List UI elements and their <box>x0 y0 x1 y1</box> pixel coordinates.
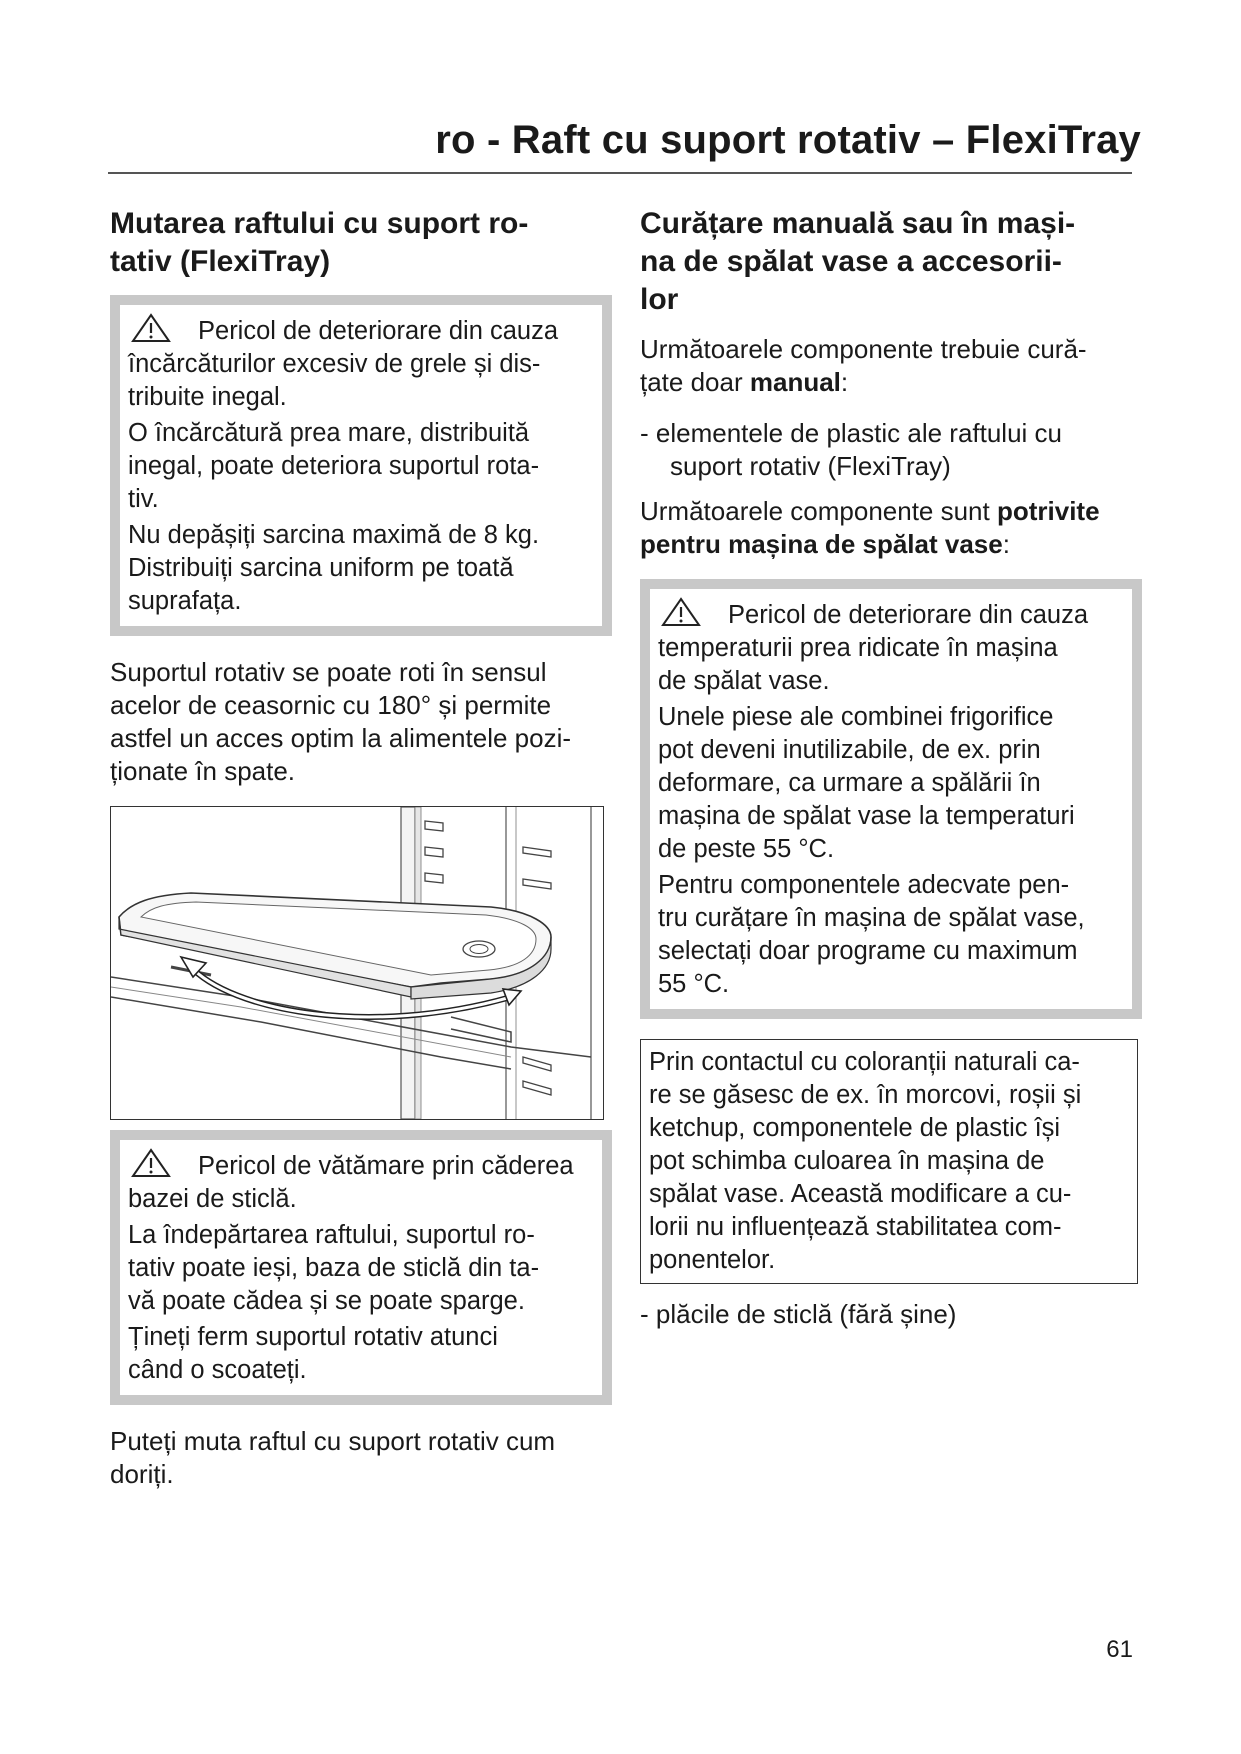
move-shelf-paragraph: Puteți muta raftul cu suport rotativ cum doriți. <box>110 1426 556 1489</box>
page-number: 61 <box>1106 1636 1133 1663</box>
right-column <box>640 205 1140 1343</box>
left-column <box>110 205 610 1509</box>
warning-triangle-icon <box>130 1148 172 1178</box>
flexitray-illustration <box>110 806 604 1120</box>
overload-warning-box: Pericol de deteriorare din cauza încărcăturilor excesiv de grele și dis- tribuite inegal. O încărcătură prea mare, distribuită inegal, poate deteriora suportul rota- tiv. Nu depășiți sarcina maximă de 8 kg. Distribuiți sarcina uniform pe toată suprafața. <box>110 295 612 636</box>
header-divider <box>108 172 1132 174</box>
flexitray-drawing <box>111 807 603 1119</box>
discoloration-info-box: Prin contactul cu coloranții naturali ca- re se găsesc de ex. în morcovi, roșii și ketchup, componentele de plastic își pot schimba culoarea în mașina de spălat vase. Această modificare a cu- lorii nu influențează stabilitatea com- ponentelor. <box>640 1039 1138 1284</box>
warning-triangle-icon <box>660 597 702 627</box>
glass-fall-warning-box: Pericol de vătămare prin căderea bazei de sticlă. La îndepărtarea raftului, suportul ro- tativ poate ieși, baza de sticlă din ta- vă poate cădea și se poate sparge. Țineți ferm suportul rotativ atunci când o scoateți. <box>110 1130 612 1405</box>
left-section-heading: Mutarea raftului cu suport ro- tativ (FlexiTray) <box>110 207 529 278</box>
page-title: ro - Raft cu suport rotativ – FlexiTray <box>435 118 1141 162</box>
list-item: - plăcile de sticlă (fără șine) <box>640 1299 957 1329</box>
dishwasher-intro: Următoarele componente sunt potrivite pentru mașina de spălat vase: <box>640 496 1100 559</box>
right-section-heading: Curățare manuală sau în mași- na de spălat vase a accesorii- lor <box>640 207 1076 316</box>
warning-triangle-icon <box>130 313 172 343</box>
rotation-paragraph: Suportul rotativ se poate roti în sensul acelor de ceasornic cu 180° și permite astfel un acces optim la alimentele pozi- ționate în spate. <box>110 657 572 786</box>
temperature-warning-box: Pericol de deteriorare din cauza temperaturii prea ridicate în mașina de spălat vase. Unele piese ale combinei frigorifice pot deveni inutilizabile, de ex. prin deformare, ca urmare a spălării în mașina de spălat vase la temperaturi de peste 55 °C. Pentru componentele adecvate pen- tru curățare în mașina de spălat vase, selectați doar programe cu maximum 55 °C. <box>640 579 1142 1019</box>
list-item: - elementele de plastic ale raftului cu suport rotativ (FlexiTray) <box>640 418 1063 481</box>
manual-cleaning-intro: Următoarele componente trebuie cură- țate doar manual: <box>640 334 1087 397</box>
